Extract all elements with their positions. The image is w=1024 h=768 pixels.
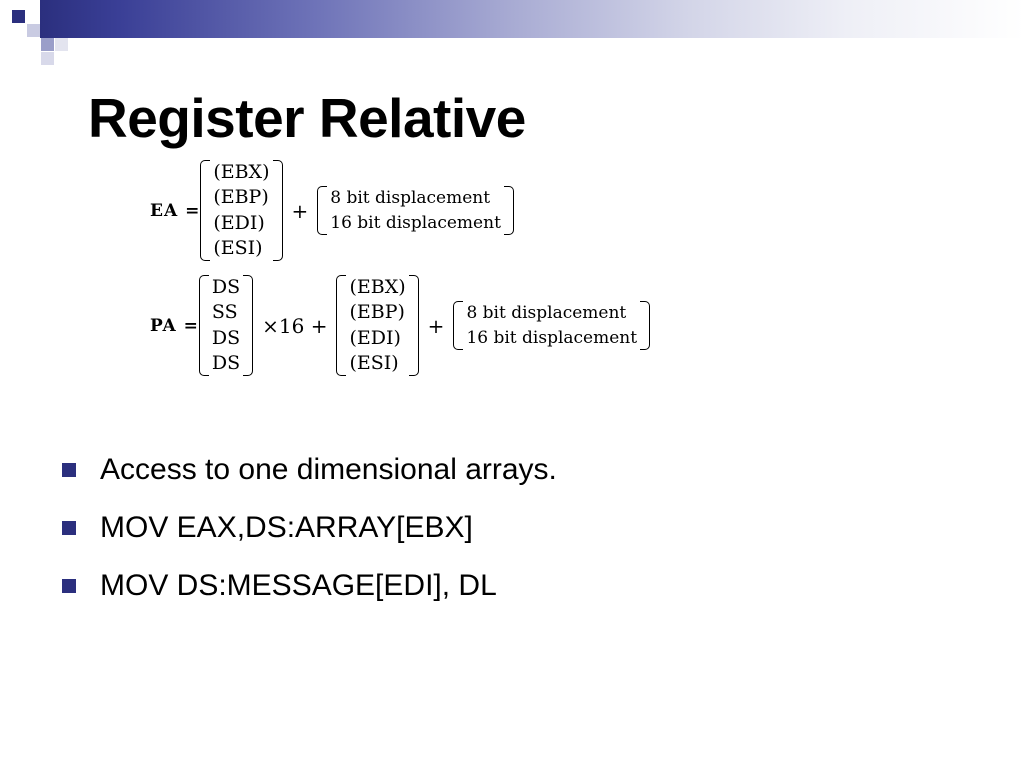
pa-reg-item: (ESI)	[349, 351, 399, 374]
header-square-5	[41, 52, 54, 65]
pa-seg-item: DS	[211, 276, 241, 299]
brace-right	[273, 160, 283, 261]
square-bullet-icon	[62, 521, 76, 535]
pa-operator-2: +	[427, 313, 445, 338]
square-bullet-icon	[62, 463, 76, 477]
ea-register-group	[200, 160, 282, 261]
pa-equation	[150, 275, 930, 376]
ea-disp-item: 16 bit displacement	[330, 212, 501, 233]
list-item-label: Access to one dimensional arrays.	[100, 453, 557, 486]
pa-reg-item: (EBP)	[349, 301, 405, 324]
ea-label: EA =	[150, 200, 201, 221]
pa-disp-item: 8 bit displacement	[466, 302, 627, 323]
pa-seg-item: SS	[211, 301, 238, 324]
pa-operator-1: ×16 +	[262, 313, 328, 338]
pa-seg-item: DS	[211, 326, 241, 349]
ea-reg-item: (EDI)	[213, 211, 265, 234]
pa-reg-item: (EDI)	[349, 326, 401, 349]
header-square-2	[27, 24, 40, 37]
list-item-label: MOV DS:MESSAGE[EDI], DL	[100, 569, 497, 602]
list-item	[62, 452, 962, 488]
brace-left	[199, 275, 209, 376]
bullet-list	[62, 452, 962, 626]
pa-segment-group	[199, 275, 253, 376]
list-item-label: MOV EAX,DS:ARRAY[EBX]	[100, 511, 473, 544]
brace-right	[640, 301, 650, 350]
list-item	[62, 510, 962, 546]
pa-disp-item: 16 bit displacement	[466, 327, 638, 348]
ea-operator: +	[291, 198, 309, 223]
brace-left	[453, 301, 463, 350]
header-decoration-band	[40, 0, 1024, 38]
pa-displacement-group	[453, 301, 650, 350]
header-square-1	[12, 10, 25, 23]
square-bullet-icon	[62, 579, 76, 593]
ea-reg-item: (ESI)	[213, 236, 263, 259]
ea-reg-item: (EBP)	[213, 186, 269, 209]
pa-reg-item: (EBX)	[349, 276, 406, 299]
brace-left	[317, 186, 327, 235]
pa-label: PA =	[150, 315, 199, 336]
list-item	[62, 568, 962, 604]
ea-equation	[150, 160, 930, 261]
brace-right	[409, 275, 419, 376]
brace-right	[504, 186, 514, 235]
page-title: Register Relative	[88, 87, 526, 149]
header-square-4	[55, 38, 68, 51]
header-square-3	[41, 38, 54, 51]
pa-seg-item: DS	[211, 351, 241, 374]
brace-right	[243, 275, 253, 376]
ea-reg-item: (EBX)	[213, 161, 270, 183]
ea-displacement-group	[317, 186, 514, 235]
formula-block	[150, 160, 930, 376]
pa-register-group	[336, 275, 418, 376]
brace-left	[200, 160, 210, 261]
brace-left	[336, 275, 346, 376]
ea-disp-item: 8 bit displacement	[330, 187, 491, 208]
